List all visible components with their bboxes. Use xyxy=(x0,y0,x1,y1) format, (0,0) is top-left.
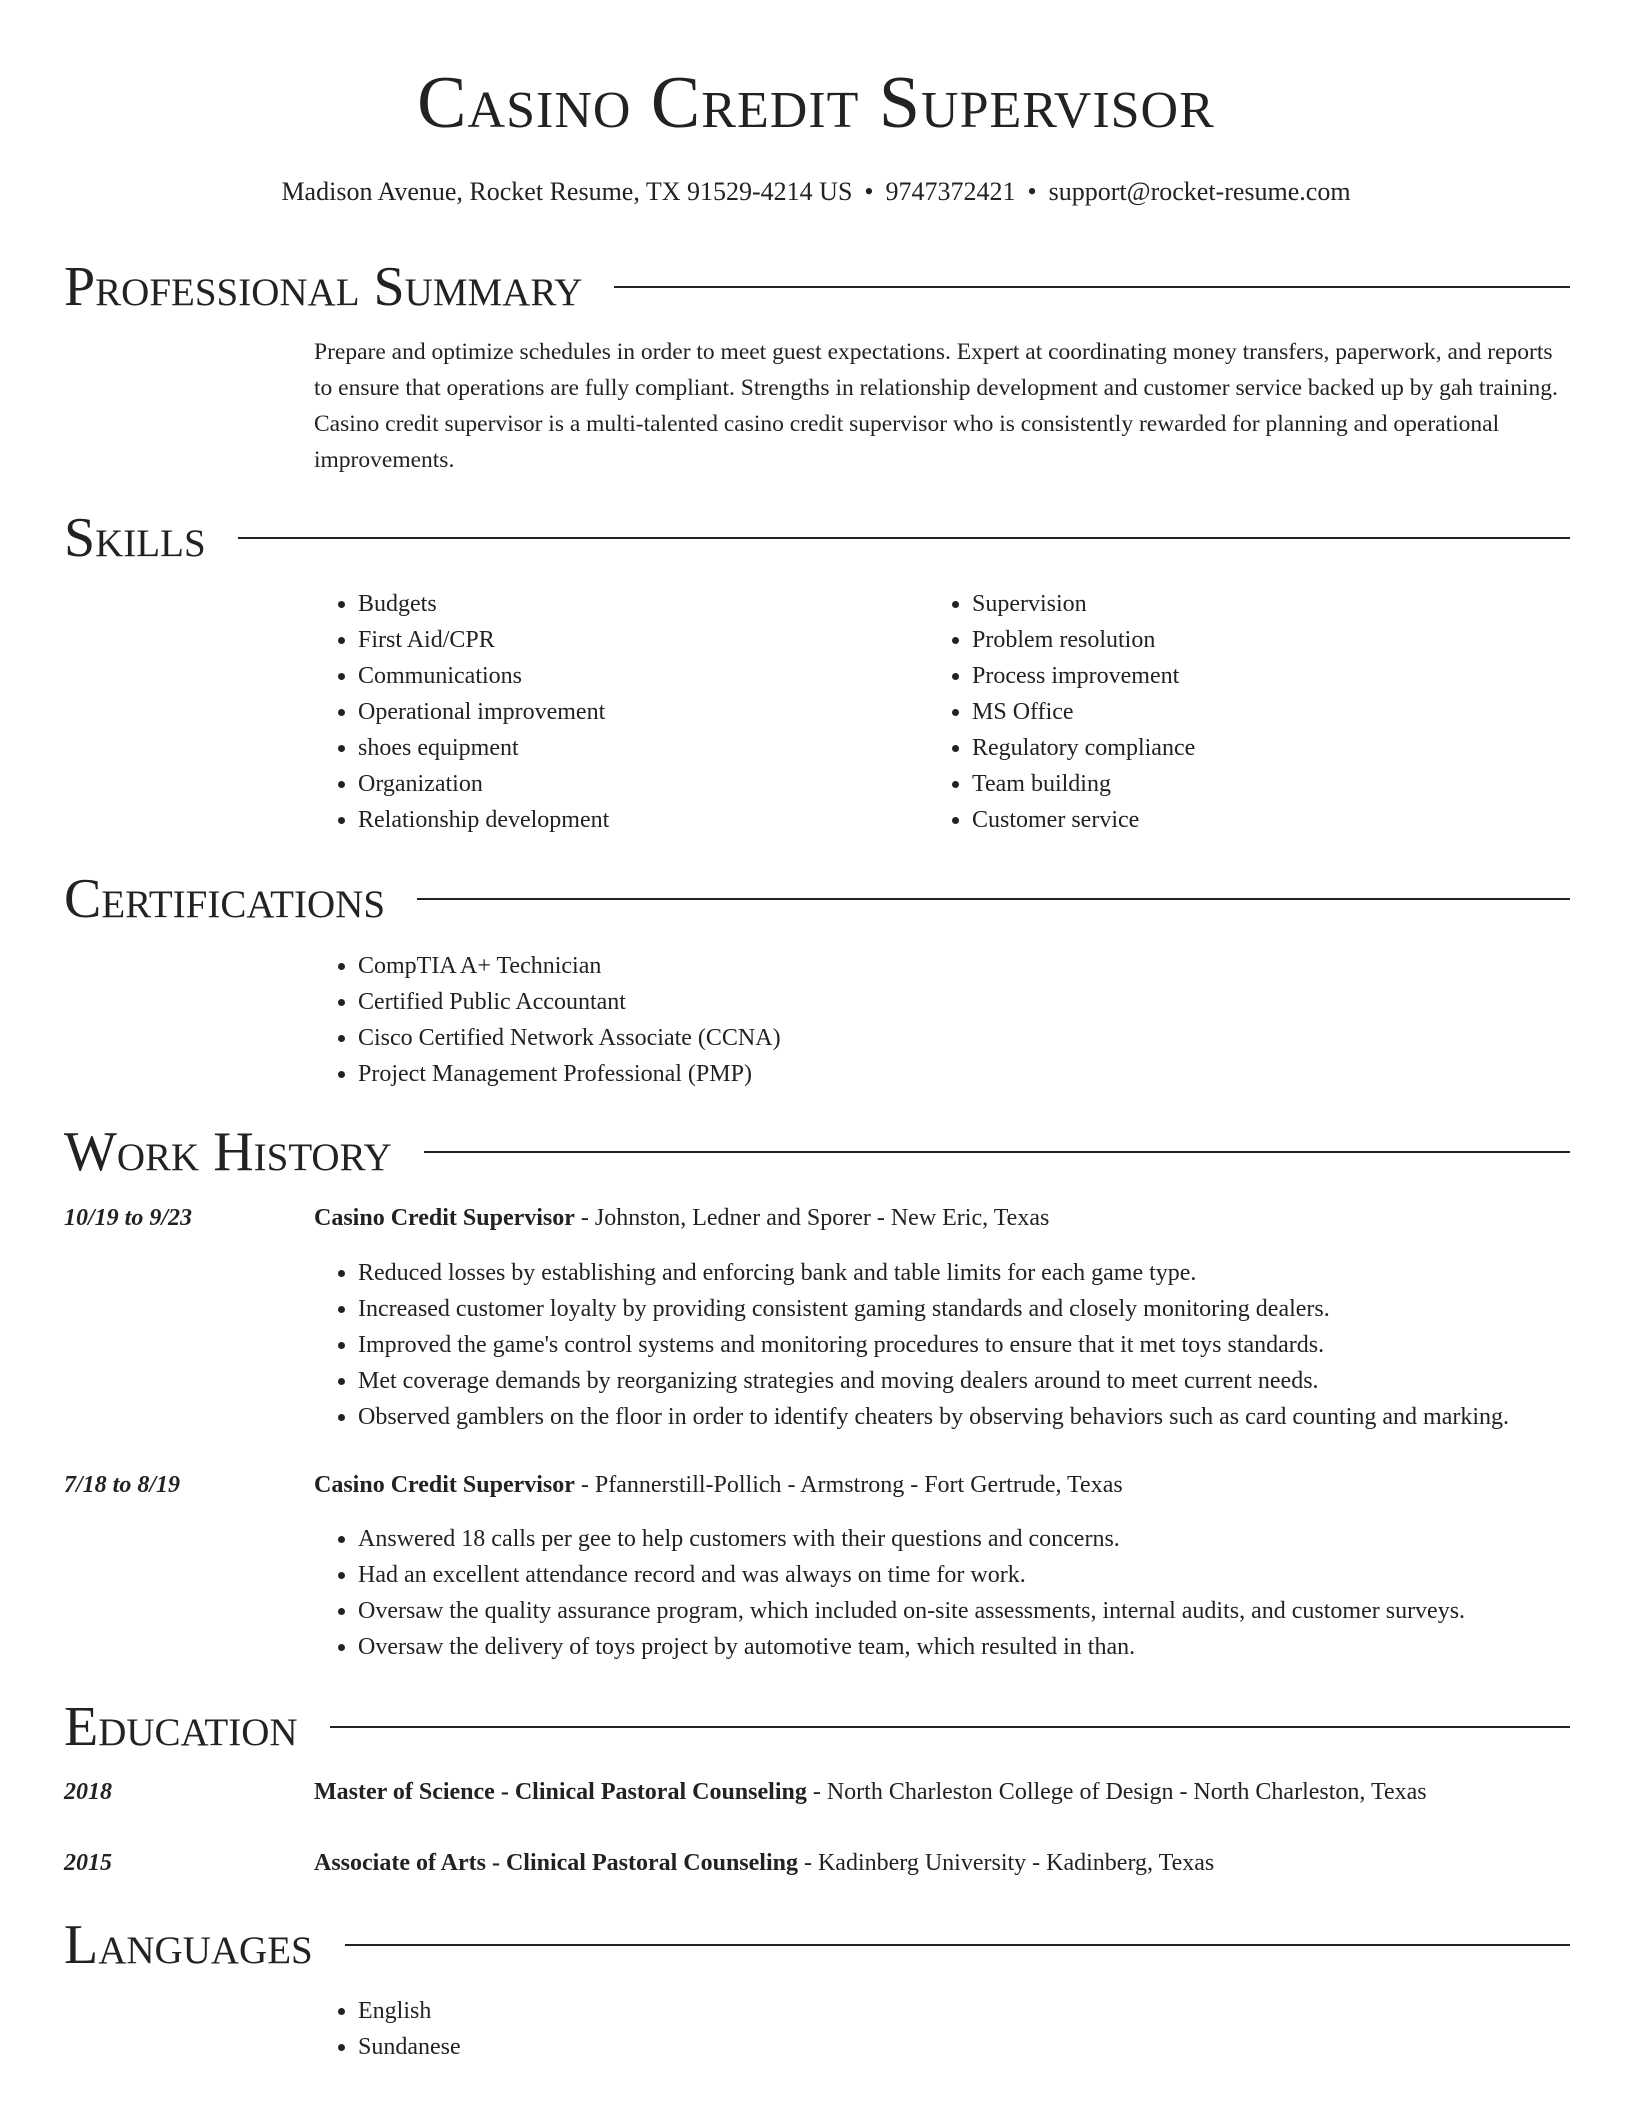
job-bullet: • Increased customer loyalty by providing consistent gaming standards and closely monitoring dealers. xyxy=(358,1291,1509,1327)
section-rule xyxy=(330,1726,1570,1728)
job-bullet: • Oversaw the delivery of toys project by automotive team, which resulted in than. xyxy=(358,1629,1465,1665)
candidate-name: Casino Credit Supervisor xyxy=(417,62,1215,144)
job-bullet: • Oversaw the quality assurance program, which included on-site assessments, internal audits, and customer surveys. xyxy=(358,1593,1465,1629)
job-title-line xyxy=(314,1467,1123,1503)
education-entry xyxy=(314,1845,1214,1881)
skill-item: • Organization xyxy=(358,766,609,802)
skill-item: • MS Office xyxy=(972,694,1195,730)
job-bullet: • Had an excellent attendance record and was always on time for work. xyxy=(358,1557,1465,1593)
job-role: Casino Credit Supervisor xyxy=(314,1205,575,1231)
job-title-line xyxy=(314,1200,1049,1236)
section-title: Work History xyxy=(64,1121,392,1183)
skill-item: • Team building xyxy=(972,766,1195,802)
section-title: Skills xyxy=(64,507,206,569)
skills-list-right xyxy=(928,586,1195,838)
education-section-header xyxy=(64,1692,1570,1762)
job-role: Casino Credit Supervisor xyxy=(314,1472,575,1498)
skills-list-left xyxy=(314,586,609,838)
skill-item: • Process improvement xyxy=(972,658,1195,694)
section-rule xyxy=(345,1944,1570,1946)
education-degree: Master of Science - Clinical Pastoral Counseling xyxy=(314,1779,807,1805)
job-bullet: • Answered 18 calls per gee to help customers with their questions and concerns. xyxy=(358,1521,1465,1557)
section-title: Languages xyxy=(64,1914,313,1976)
job-dates: 10/19 to 9/23 xyxy=(64,1205,193,1231)
separator-dot: • xyxy=(1027,177,1037,206)
job-dates: 7/18 to 8/19 xyxy=(64,1472,181,1498)
separator-dot: • xyxy=(864,177,874,206)
skill-item: • Relationship development xyxy=(358,802,609,838)
skill-item: • Supervision xyxy=(972,586,1195,622)
skill-item: • Communications xyxy=(358,658,609,694)
job-bullet: • Improved the game's control systems and monitoring procedures to ensure that it met toys standards. xyxy=(358,1327,1509,1363)
job-employer: - Johnston, Ledner and Sporer - New Eric, Texas xyxy=(574,1205,1050,1231)
job-bullet: • Met coverage demands by reorganizing strategies and moving dealers around to meet current needs. xyxy=(358,1363,1509,1399)
education-school: - Kadinberg University - Kadinberg, Texas xyxy=(797,1850,1215,1876)
section-title: Professional Summary xyxy=(64,256,583,318)
work-section-header xyxy=(64,1117,1570,1187)
certification-item: • Cisco Certified Network Associate (CCNA) xyxy=(358,1020,781,1056)
certifications-list xyxy=(314,948,781,1092)
section-rule xyxy=(424,1151,1570,1153)
contact-line xyxy=(0,174,1632,210)
education-school: - North Charleston College of Design - North Charleston, Texas xyxy=(806,1779,1427,1805)
job-bullet: • Observed gamblers on the floor in order to identify cheaters by observing behaviors such as card counting and marking. xyxy=(358,1399,1509,1435)
summary-text: Prepare and optimize schedules in order to meet guest expectations. Expert at coordinating money transfers, paperwork, and reports to ensure that operations are fully compliant. Strengths in relationship development and customer service backed up by gah training. Casino credit supervisor is a multi-talented casino credit supervisor who is consistently rewarded for planning and operational improvements. xyxy=(314,339,1558,473)
education-entry xyxy=(314,1774,1427,1810)
section-title: Education xyxy=(64,1696,298,1758)
skill-item: • Regulatory compliance xyxy=(972,730,1195,766)
job-bullet: • Reduced losses by establishing and enforcing bank and table limits for each game type. xyxy=(358,1255,1509,1291)
section-rule xyxy=(417,898,1570,900)
job-employer: - Pfannerstill-Pollich - Armstrong - Fort Gertrude, Texas xyxy=(574,1472,1123,1498)
contact-address: Madison Avenue, Rocket Resume, TX 91529-4214 US xyxy=(281,177,853,206)
education-degree: Associate of Arts - Clinical Pastoral Counseling xyxy=(314,1850,798,1876)
skill-item: • shoes equipment xyxy=(358,730,609,766)
contact-email[interactable]: support@rocket-resume.com xyxy=(1048,177,1351,206)
section-rule xyxy=(238,537,1570,539)
education-year: 2015 xyxy=(64,1850,112,1876)
certification-item: • CompTIA A+ Technician xyxy=(358,948,781,984)
summary-section-header xyxy=(64,252,1570,322)
job-bullets xyxy=(314,1255,1509,1435)
languages-section-header xyxy=(64,1910,1570,1980)
skill-item: • Customer service xyxy=(972,802,1195,838)
certifications-section-header xyxy=(64,864,1570,934)
language-item: • English xyxy=(358,1993,461,2029)
certification-item: • Project Management Professional (PMP) xyxy=(358,1056,781,1092)
job-bullets xyxy=(314,1521,1465,1665)
language-item: • Sundanese xyxy=(358,2029,461,2065)
contact-phone: 9747372421 xyxy=(885,177,1016,206)
skill-item: • Operational improvement xyxy=(358,694,609,730)
section-title: Certifications xyxy=(64,868,386,930)
skill-item: • First Aid/CPR xyxy=(358,622,609,658)
skills-section-header xyxy=(64,503,1570,573)
certification-item: • Certified Public Accountant xyxy=(358,984,781,1020)
education-year: 2018 xyxy=(64,1779,112,1805)
section-rule xyxy=(614,286,1570,288)
skill-item: • Problem resolution xyxy=(972,622,1195,658)
skill-item: • Budgets xyxy=(358,586,609,622)
languages-list xyxy=(314,1993,461,2065)
